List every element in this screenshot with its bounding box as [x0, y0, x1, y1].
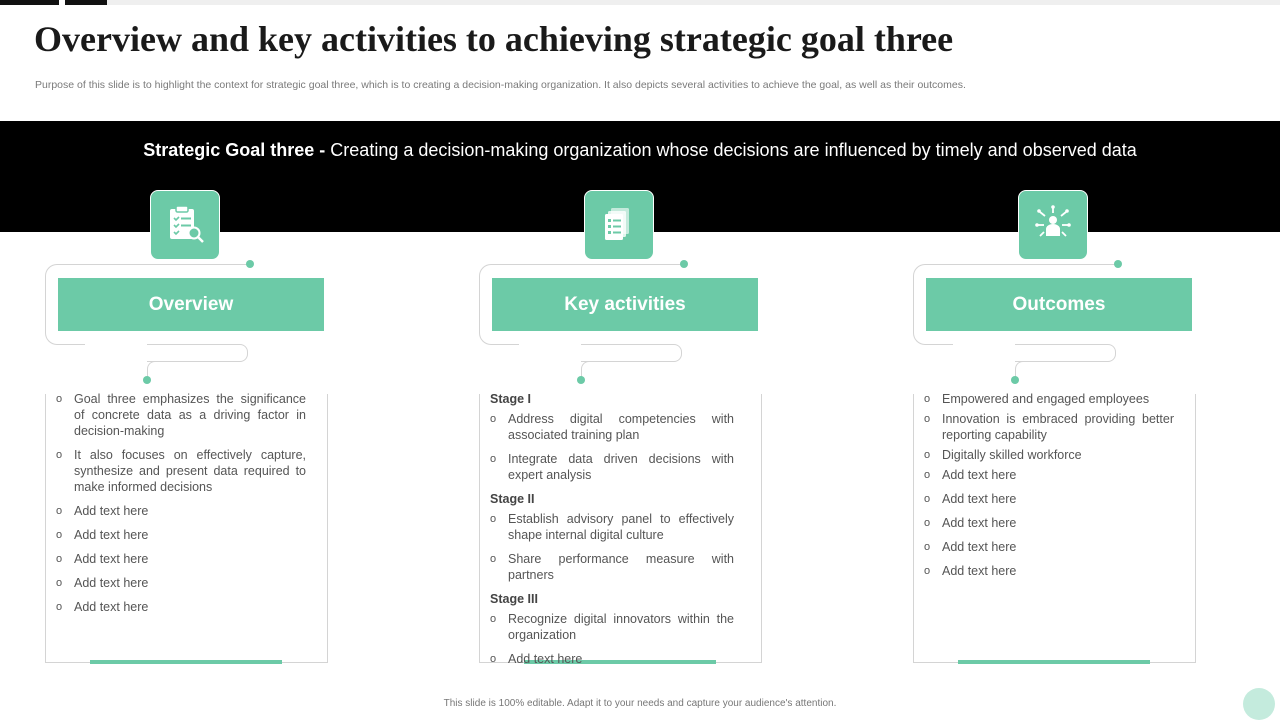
top-accent-bar-2: [65, 0, 107, 5]
goal-statement: [0, 140, 1280, 161]
outcomes-list: [924, 391, 1174, 587]
key-activities-header: Key activities: [492, 278, 758, 331]
connector-dot: [143, 376, 151, 384]
list-item: o Add text here: [924, 539, 1174, 555]
overview-list: [56, 391, 306, 623]
list-item: o Goal three emphasizes the significance of concrete data as a driving factor in decision-making: [56, 391, 306, 439]
list-item: o Address digital competencies with associated training plan: [490, 411, 734, 443]
list-item: o Add text here: [924, 467, 1174, 483]
outcomes-header: Outcomes: [926, 278, 1192, 331]
list-item: o Share performance measure with partners: [490, 551, 734, 583]
slide-subtitle: Purpose of this slide is to highlight the context for strategic goal three, which is to creating a decision-making organization. It also depicts several activities to achieve the goal, as well as their outcomes.: [35, 79, 966, 91]
documents-checklist-icon: [584, 190, 654, 260]
connector-dot: [1011, 376, 1019, 384]
list-item: o Add text here: [490, 651, 734, 667]
list-item: o Add text here: [56, 551, 306, 567]
list-item: o Digitally skilled workforce: [924, 447, 1174, 463]
top-accent-bar-1: [0, 0, 59, 5]
list-item: o Add text here: [56, 503, 306, 519]
connector-line: [147, 344, 248, 362]
stage-label: Stage II: [490, 492, 535, 506]
list-item: o Add text here: [56, 575, 306, 591]
key-activities-list: [490, 391, 734, 675]
list-item: o Empowered and engaged employees: [924, 391, 1174, 407]
connector-line: [1015, 344, 1116, 362]
person-network-icon: [1018, 190, 1088, 260]
goal-label: Strategic Goal three -: [143, 140, 326, 160]
overview-header: Overview: [58, 278, 324, 331]
goal-text: Creating a decision-making organization whose decisions are influenced by timely and observed data: [325, 140, 1137, 160]
top-bar: [107, 0, 1280, 5]
connector-dot: [680, 260, 688, 268]
list-item: o Add text here: [56, 599, 306, 615]
list-item: o Recognize digital innovators within the organization: [490, 611, 734, 643]
frame-line: [70, 264, 250, 265]
stage-label: Stage I: [490, 392, 531, 406]
frame-line: [504, 264, 684, 265]
connector-dot: [1114, 260, 1122, 268]
slide-title: Overview and key activities to achieving strategic goal three: [34, 19, 954, 59]
stage-label: Stage III: [490, 592, 538, 606]
list-item: o Add text here: [56, 527, 306, 543]
list-item: o Innovation is embraced providing better reporting capability: [924, 411, 1174, 443]
clipboard-search-icon: [150, 190, 220, 260]
connector-dot: [577, 376, 585, 384]
decorative-circle: [1243, 688, 1275, 720]
card-accent-bar: [90, 660, 282, 664]
list-item: o Establish advisory panel to effectively shape internal digital culture: [490, 511, 734, 543]
connector-dot: [246, 260, 254, 268]
list-item: o Add text here: [924, 491, 1174, 507]
slide-footer: This slide is 100% editable. Adapt it to your needs and capture your audience's attention.: [443, 698, 837, 709]
frame-line: [938, 264, 1118, 265]
connector-line: [581, 344, 682, 362]
list-item: o Add text here: [924, 515, 1174, 531]
list-item: o It also focuses on effectively capture, synthesize and present data required to make informed decisions: [56, 447, 306, 495]
card-accent-bar: [958, 660, 1150, 664]
list-item: o Add text here: [924, 563, 1174, 579]
list-item: o Integrate data driven decisions with expert analysis: [490, 451, 734, 483]
